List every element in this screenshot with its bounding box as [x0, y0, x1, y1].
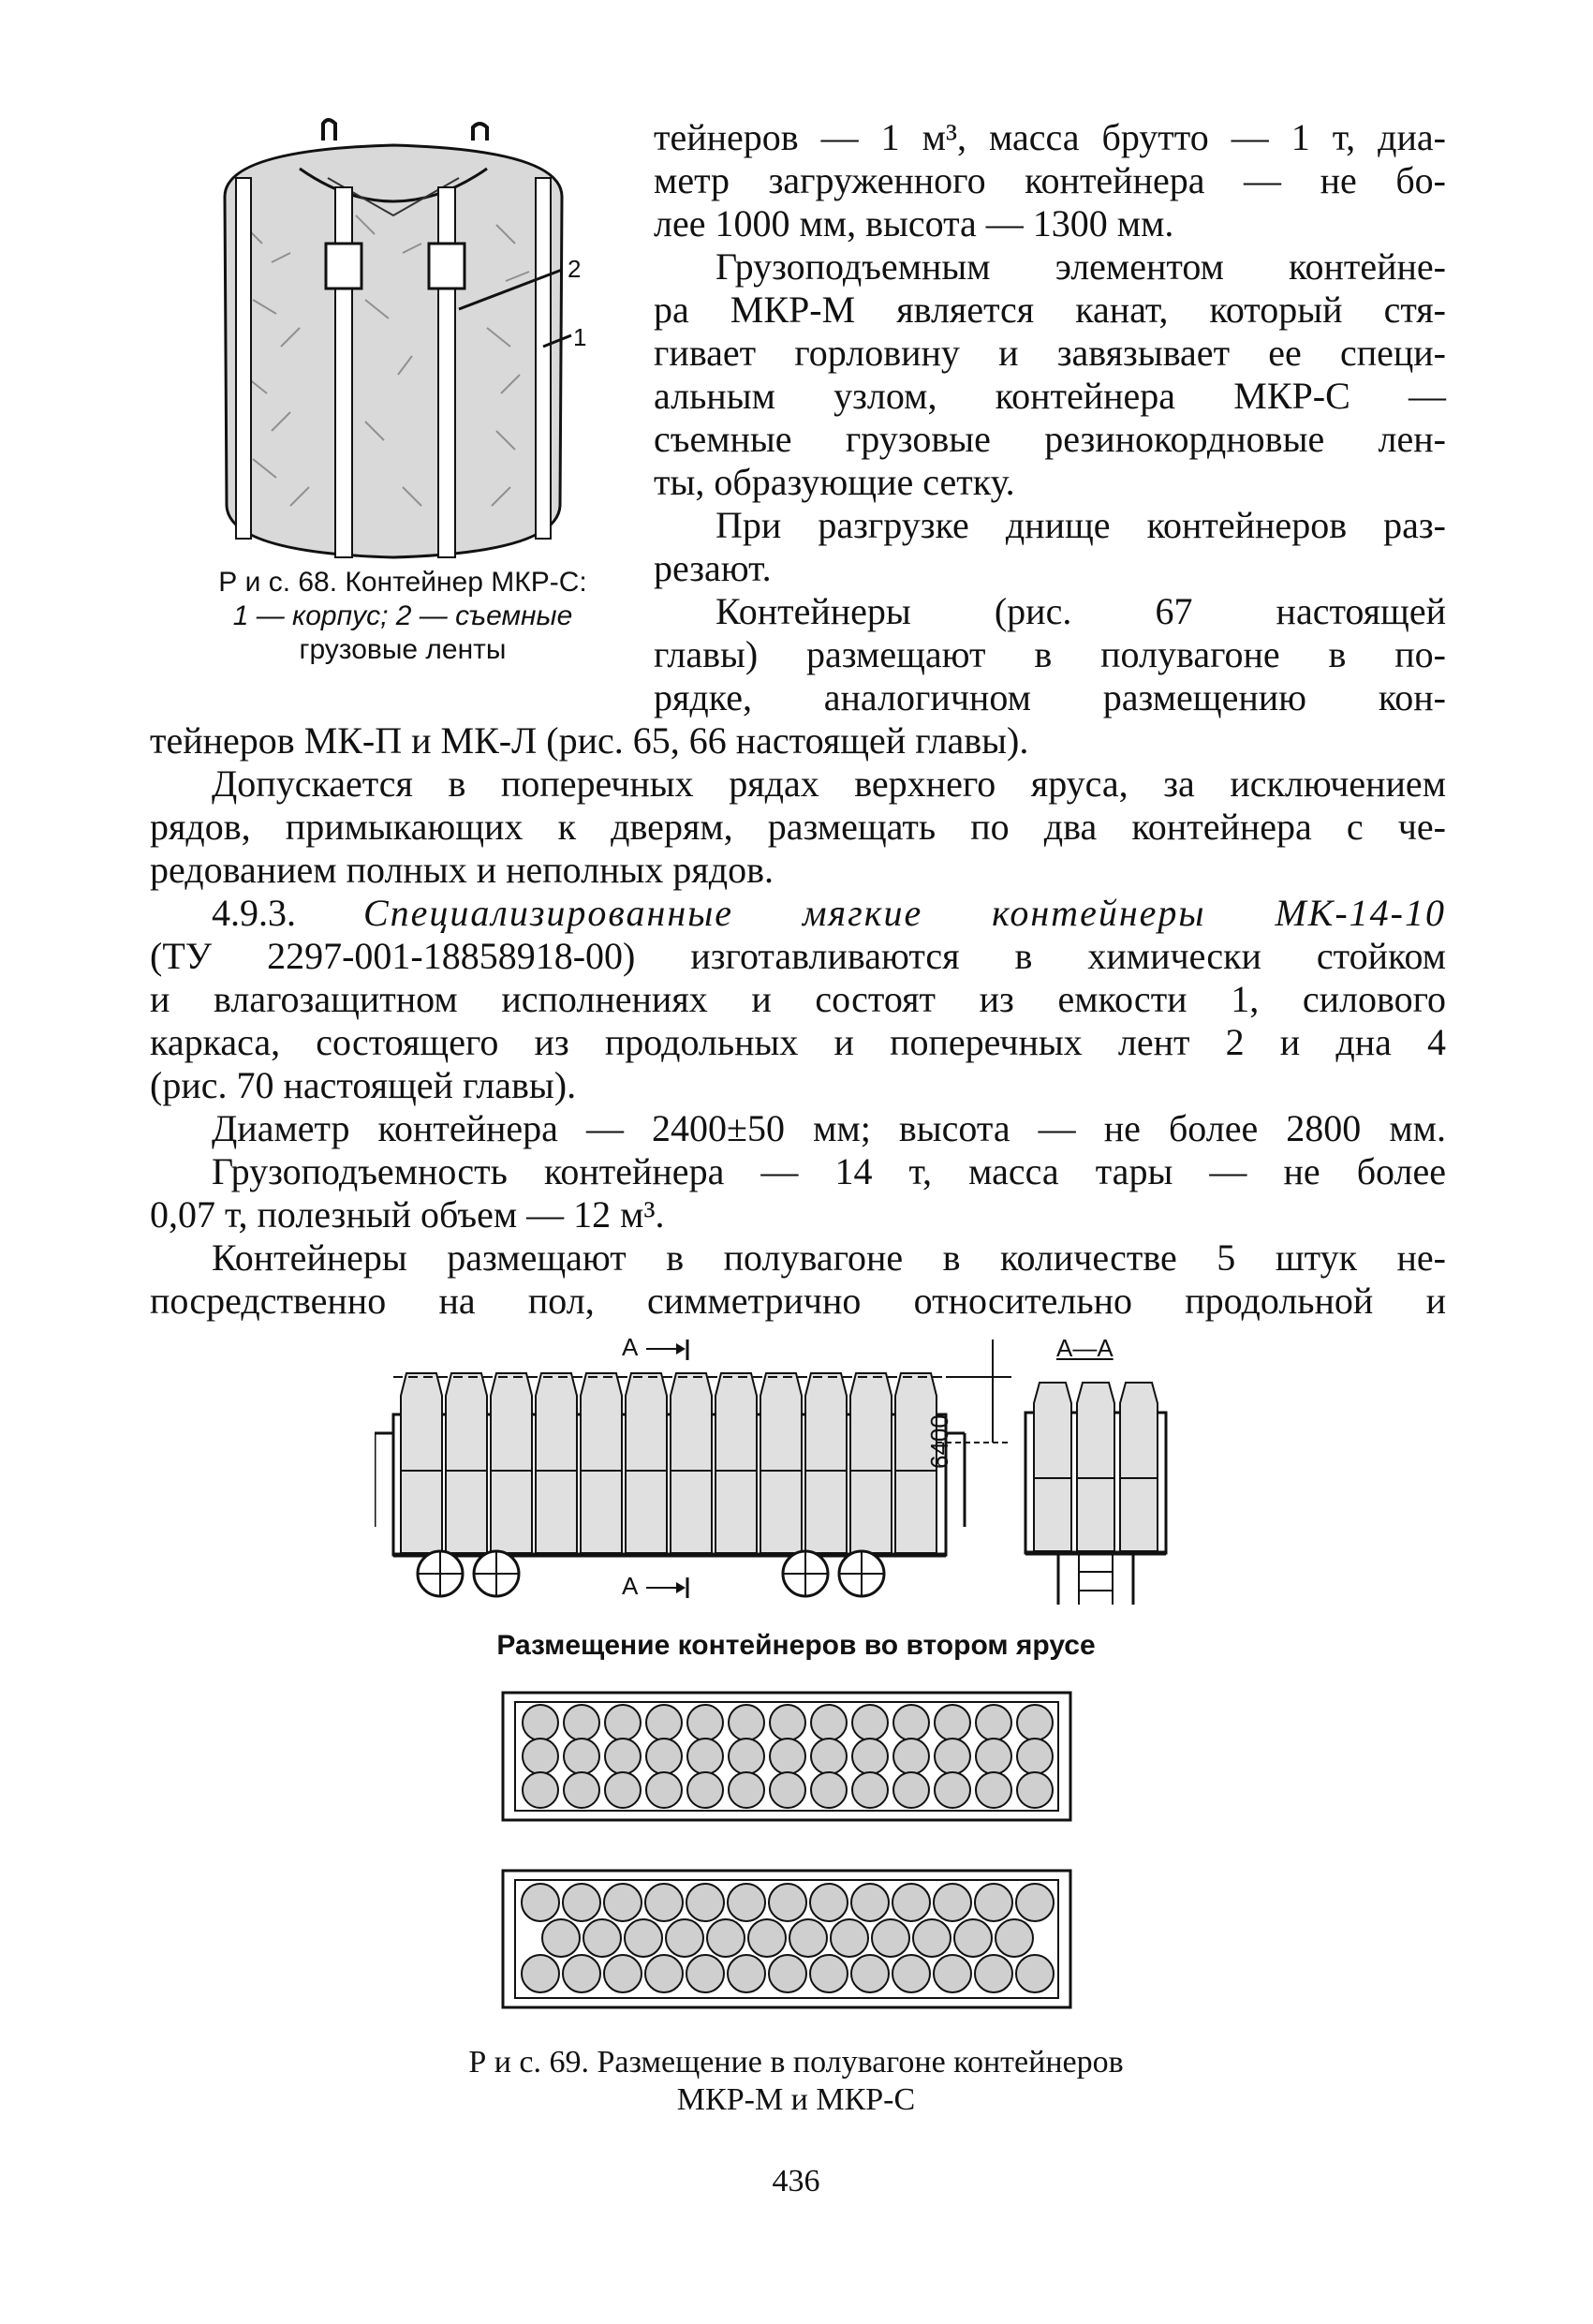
- container-circle: [563, 1955, 600, 1992]
- container-circle: [872, 1919, 909, 1957]
- container-circle: [625, 1919, 662, 1957]
- wheel: [418, 1551, 463, 1596]
- section-title: Специализированные мягкие контейнеры МК-14-10: [362, 892, 1446, 934]
- fig69-railcar-side-view: [375, 1340, 1011, 1602]
- text-line: главы) размещают в полувагоне в по-: [654, 633, 1446, 675]
- text-line: редованием полных и неполных рядов.: [150, 849, 774, 891]
- text-line: метр загруженного контейнера — не бо-: [654, 159, 1446, 201]
- text-line: Контейнеры (рис. 67 настоящей: [715, 590, 1446, 632]
- container-circle: [831, 1919, 868, 1957]
- container-circle: [522, 1884, 559, 1921]
- container-circle: [810, 1884, 848, 1921]
- container-circle: [564, 1705, 599, 1740]
- fig68-caption-line: грузовые ленты: [299, 634, 507, 665]
- container-circle: [707, 1919, 745, 1957]
- container-circle: [729, 1705, 764, 1740]
- container-circle: [935, 1739, 970, 1774]
- text-line: Грузоподъемным элементом контейне-: [715, 245, 1446, 288]
- text-line: лее 1000 мм, высота — 1300 мм.: [654, 202, 1174, 244]
- right-column-text: [654, 116, 1446, 719]
- text-line: альным узлом, контейнера МКР-С —: [654, 375, 1446, 417]
- container-circle: [892, 1955, 930, 1992]
- container-circle: [770, 1739, 805, 1774]
- container-circle: [954, 1919, 992, 1957]
- container-circle: [913, 1919, 951, 1957]
- container-circle: [646, 1739, 682, 1774]
- container-column: [850, 1373, 892, 1553]
- text-line: тейнеров — 1 м³, масса брутто — 1 т, диа-: [654, 116, 1446, 158]
- container-circle: [728, 1955, 765, 1992]
- container-circle: [851, 1955, 889, 1992]
- container-circle: [1016, 1955, 1054, 1992]
- container-circle: [523, 1739, 558, 1774]
- container-circle: [934, 1884, 971, 1921]
- text-line: съемные грузовые резинокордновые лен-: [654, 418, 1446, 460]
- container-circle: [523, 1705, 558, 1740]
- text-line: рядов, примыкающих к дверям, размещать по два контейнера с че-: [150, 806, 1446, 848]
- container-circle: [770, 1772, 805, 1808]
- container-column: [536, 1373, 577, 1553]
- fig69-caption-line: Р и с. 69. Размещение в полувагоне контейнеров: [468, 2045, 1124, 2080]
- section-heading-line: [150, 892, 1446, 935]
- container-circle: [686, 1955, 724, 1992]
- container-circle: [605, 1772, 641, 1808]
- container-circle: [563, 1884, 600, 1921]
- container-circle: [975, 1884, 1012, 1921]
- fig69-plan-view-alternating-rows: [501, 1869, 1072, 2009]
- text-line: гивает горловину и завязывает ее специ-: [654, 332, 1446, 374]
- container-circle: [687, 1772, 723, 1808]
- page-number: 436: [772, 2164, 820, 2198]
- container-circle: [810, 1955, 848, 1992]
- container-circle: [769, 1884, 806, 1921]
- fig68-container-drawing: [187, 112, 618, 581]
- container-circle: [728, 1884, 765, 1921]
- section-arrow-label-bottom: А: [622, 1572, 639, 1600]
- container-circle: [687, 1739, 723, 1774]
- text-line: каркаса, состоящего из продольных и поперечных лент 2 и дна 4: [150, 1021, 1446, 1063]
- container-column: [1077, 1383, 1114, 1551]
- container-circle: [646, 1705, 682, 1740]
- text-line: (рис. 70 настоящей главы).: [150, 1064, 577, 1106]
- container-circle: [976, 1705, 1011, 1740]
- container-circle: [811, 1739, 847, 1774]
- container-circle: [1017, 1772, 1053, 1808]
- container-circle: [935, 1705, 970, 1740]
- container-circle: [892, 1884, 930, 1921]
- fig69-plan-view-full-rows: [501, 1691, 1072, 1822]
- container-circle: [748, 1919, 786, 1957]
- container-circle: [976, 1739, 1011, 1774]
- container-circle: [605, 1739, 641, 1774]
- container-circle: [893, 1739, 929, 1774]
- container-circle: [996, 1919, 1033, 1957]
- container-circle: [975, 1955, 1012, 1992]
- fig68-caption: [150, 566, 656, 667]
- container-circle: [522, 1955, 559, 1992]
- text-line: посредственно на пол, симметрично относительно продольной и: [150, 1280, 1446, 1322]
- container-circle: [645, 1884, 683, 1921]
- container-column: [671, 1373, 712, 1553]
- fig68-callout-1: 1: [573, 323, 587, 351]
- fig69-caption-line: МКР-М и МКР-С: [676, 2082, 916, 2117]
- container-circle: [542, 1919, 580, 1957]
- container-circle: [811, 1705, 847, 1740]
- container-circle: [666, 1919, 703, 1957]
- wheel: [783, 1551, 828, 1596]
- container-circle: [852, 1772, 888, 1808]
- container-circle: [687, 1705, 723, 1740]
- container-circle: [852, 1739, 888, 1774]
- body-text: [150, 719, 1446, 1323]
- container-circle: [851, 1884, 889, 1921]
- fig69-section-view: [1021, 1375, 1171, 1609]
- text-line: (ТУ 2297-001-18858918-00) изготавливаются в химически стойком: [150, 935, 1446, 977]
- wheel: [474, 1551, 519, 1596]
- text-line: резают.: [654, 547, 772, 589]
- section-number: 4.9.3.: [212, 892, 296, 934]
- container-circle: [811, 1772, 847, 1808]
- section-arrow-label-top: А: [622, 1333, 639, 1361]
- fig68-callout-2: 2: [568, 255, 582, 283]
- container-column: [581, 1373, 622, 1553]
- text-line: тейнеров МК-П и МК-Л (рис. 65, 66 настоящей главы).: [150, 719, 1029, 762]
- text-line: ты, образующие сетку.: [654, 461, 1015, 503]
- text-line: Контейнеры размещают в полувагоне в количестве 5 штук не-: [212, 1236, 1446, 1279]
- container-column: [1120, 1383, 1158, 1551]
- text-line: Грузоподъемность контейнера — 14 т, масса тары — не более: [212, 1150, 1446, 1192]
- container-circle: [604, 1884, 642, 1921]
- container-circle: [789, 1919, 827, 1957]
- text-line: рядке, аналогичном размещению кон-: [654, 676, 1446, 718]
- text-line: Диаметр контейнера — 2400±50 мм; высота — не более 2800 мм.: [212, 1107, 1446, 1149]
- container-circle: [604, 1955, 642, 1992]
- container-column: [805, 1373, 847, 1553]
- container-column: [446, 1373, 487, 1553]
- container-circle: [934, 1955, 971, 1992]
- dimension-label: 6400: [925, 1414, 953, 1469]
- container-circle: [935, 1772, 970, 1808]
- container-column: [1034, 1383, 1071, 1551]
- container-circle: [893, 1705, 929, 1740]
- container-circle: [583, 1919, 621, 1957]
- container-column: [715, 1373, 757, 1553]
- text-line: и влагозащитном исполнениях и состоят из емкости 1, силового: [150, 978, 1446, 1020]
- section-label: А—А: [1056, 1334, 1114, 1362]
- text-line: При разгрузке днище контейнеров раз-: [715, 504, 1446, 546]
- container-column: [760, 1373, 802, 1553]
- container-circle: [1017, 1739, 1053, 1774]
- container-circle: [729, 1772, 764, 1808]
- container-circle: [686, 1884, 724, 1921]
- container-circle: [523, 1772, 558, 1808]
- container-circle: [1017, 1705, 1053, 1740]
- container-circle: [852, 1705, 888, 1740]
- container-circle: [1016, 1884, 1054, 1921]
- container-circle: [646, 1772, 682, 1808]
- container-circle: [976, 1772, 1011, 1808]
- container-circle: [769, 1955, 806, 1992]
- container-circle: [645, 1955, 683, 1992]
- container-column: [491, 1373, 532, 1553]
- container-circle: [605, 1705, 641, 1740]
- text-line: 0,07 т, полезный объем — 12 м³.: [150, 1193, 665, 1236]
- fig68-caption-line: 1 — корпус; 2 — съемные: [232, 600, 573, 631]
- text-line: ра МКР-М является канат, который стя-: [654, 289, 1446, 331]
- fig68-caption-line: Р и с. 68. Контейнер МКР-С:: [218, 567, 587, 598]
- wheel: [839, 1551, 884, 1596]
- container-column: [626, 1373, 667, 1553]
- container-circle: [770, 1705, 805, 1740]
- container-circle: [564, 1739, 599, 1774]
- fig69-caption: [281, 2044, 1311, 2119]
- container-circle: [893, 1772, 929, 1808]
- container-circle: [564, 1772, 599, 1808]
- text-line: Допускается в поперечных рядах верхнего яруса, за исключением: [212, 762, 1446, 805]
- container-column: [401, 1373, 442, 1553]
- container-circle: [729, 1739, 764, 1774]
- fig69-tier-title: Размещение контейнеров во втором ярусе: [496, 1630, 1096, 1661]
